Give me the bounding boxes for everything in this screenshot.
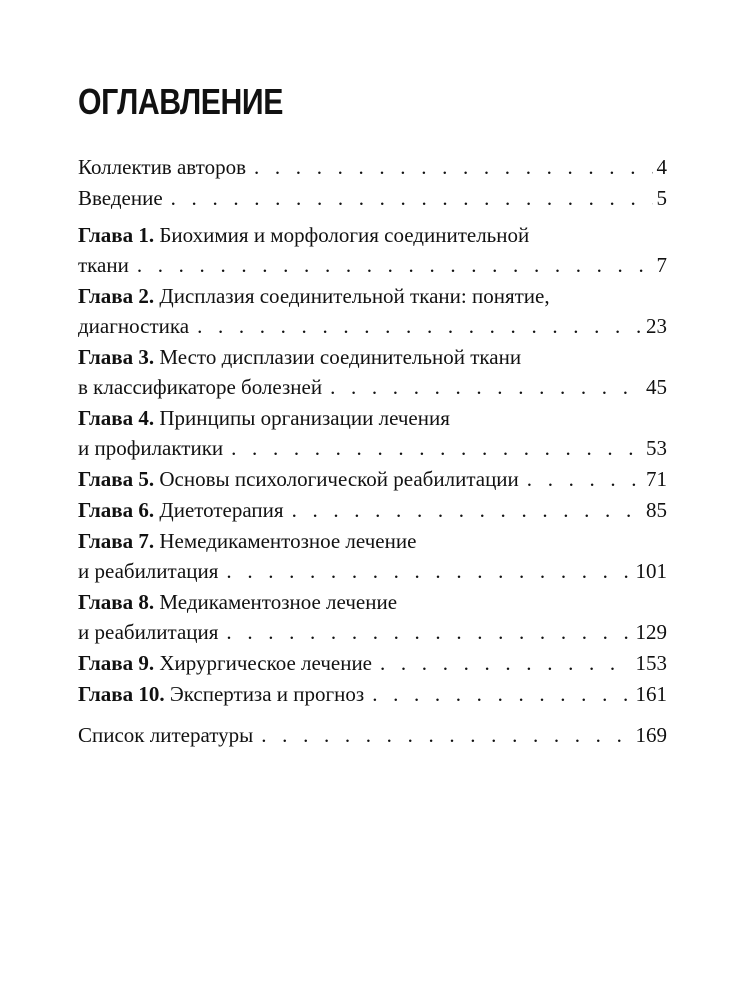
toc-entry xyxy=(78,403,667,464)
page-number: 7 xyxy=(656,253,667,277)
toc-entry-line xyxy=(78,372,667,403)
page-number: 5 xyxy=(656,186,667,210)
toc-entry xyxy=(78,648,667,679)
toc-entry xyxy=(78,679,667,710)
entry-title: диагностика xyxy=(78,314,190,338)
chapter-label: Глава 2. xyxy=(78,284,155,308)
toc-entry xyxy=(78,152,667,183)
dot-leader xyxy=(137,250,653,280)
entry-title: Немедикаментозное лечение xyxy=(159,529,417,553)
toc-entry-line xyxy=(78,403,667,433)
toc-entry-line xyxy=(78,556,667,587)
dot-leader xyxy=(254,152,653,182)
entry-title: Введение xyxy=(78,186,163,210)
toc-entry xyxy=(78,720,667,751)
dot-leader xyxy=(231,433,642,463)
chapter-label: Глава 10. xyxy=(78,682,165,706)
dot-leader xyxy=(226,556,631,586)
entry-title: в классификаторе болезней xyxy=(78,375,323,399)
entry-title: и реабилитация xyxy=(78,620,219,644)
dot-leader xyxy=(527,464,642,494)
toc-entry xyxy=(78,526,667,587)
entry-title: Диетотерапия xyxy=(159,498,284,522)
toc-entry xyxy=(78,342,667,403)
toc-entry xyxy=(78,281,667,342)
dot-leader xyxy=(330,372,642,402)
toc-entry xyxy=(78,587,667,648)
dot-leader xyxy=(372,679,631,709)
dot-leader xyxy=(292,495,642,525)
chapter-label: Глава 6. xyxy=(78,498,155,522)
page-number: 4 xyxy=(656,155,667,179)
dot-leader xyxy=(171,183,653,213)
page-number: 23 xyxy=(646,314,667,338)
toc-entry-line xyxy=(78,720,667,751)
page-number: 71 xyxy=(646,467,667,491)
page-number: 153 xyxy=(635,651,667,675)
chapter-label: Глава 7. xyxy=(78,529,155,553)
page-number: 45 xyxy=(646,375,667,399)
toc-entry-line xyxy=(78,648,667,679)
entry-title: Коллектив авторов xyxy=(78,155,246,179)
toc-entry-line xyxy=(78,342,667,372)
entry-title: Место дисплазии соединительной ткани xyxy=(159,345,522,369)
toc-entry xyxy=(78,220,667,281)
entry-title: и профилактики xyxy=(78,436,224,460)
entry-title: ткани xyxy=(78,253,129,277)
dot-leader xyxy=(380,648,632,678)
toc-heading: ОГЛАВЛЕНИЕ xyxy=(78,81,283,122)
toc-entry xyxy=(78,464,667,495)
toc-entry xyxy=(78,495,667,526)
page-number: 129 xyxy=(635,620,667,644)
chapter-label: Глава 3. xyxy=(78,345,155,369)
entry-title: Биохимия и морфология соединительной xyxy=(159,223,530,247)
entry-title: Принципы организации лечения xyxy=(159,406,450,430)
chapter-label: Глава 5. xyxy=(78,467,155,491)
toc-entry-line xyxy=(78,617,667,648)
toc-entry-line xyxy=(78,679,667,710)
page-number: 161 xyxy=(635,682,667,706)
page-number: 169 xyxy=(635,723,667,747)
toc-entry-line xyxy=(78,587,667,617)
entry-title: Список литературы xyxy=(78,723,254,747)
toc-entry-line xyxy=(78,433,667,464)
dot-leader xyxy=(226,617,631,647)
dot-leader xyxy=(197,311,642,341)
page-number: 85 xyxy=(646,498,667,522)
chapter-label: Глава 4. xyxy=(78,406,155,430)
chapter-label: Глава 9. xyxy=(78,651,155,675)
entry-title: Дисплазия соединительной ткани: понятие, xyxy=(159,284,550,308)
dot-leader xyxy=(261,720,631,750)
toc-entry-line xyxy=(78,220,667,250)
toc-entry-line xyxy=(78,311,667,342)
toc-entry-line xyxy=(78,464,667,495)
chapter-label: Глава 1. xyxy=(78,223,155,247)
page-number: 101 xyxy=(635,559,667,583)
toc-list xyxy=(78,152,667,751)
entry-title: и реабилитация xyxy=(78,559,219,583)
entry-title: Основы психологической реабилитации xyxy=(159,467,519,491)
toc-entry-line xyxy=(78,183,667,214)
page-number: 53 xyxy=(646,436,667,460)
toc-entry-line xyxy=(78,250,667,281)
chapter-label: Глава 8. xyxy=(78,590,155,614)
toc-entry-line xyxy=(78,281,667,311)
toc-entry-line xyxy=(78,152,667,183)
toc-entry-line xyxy=(78,526,667,556)
entry-title: Экспертиза и прогноз xyxy=(169,682,365,706)
toc-entry-line xyxy=(78,495,667,526)
entry-title: Хирургическое лечение xyxy=(159,651,372,675)
entry-title: Медикаментозное лечение xyxy=(159,590,398,614)
toc-entry xyxy=(78,183,667,214)
